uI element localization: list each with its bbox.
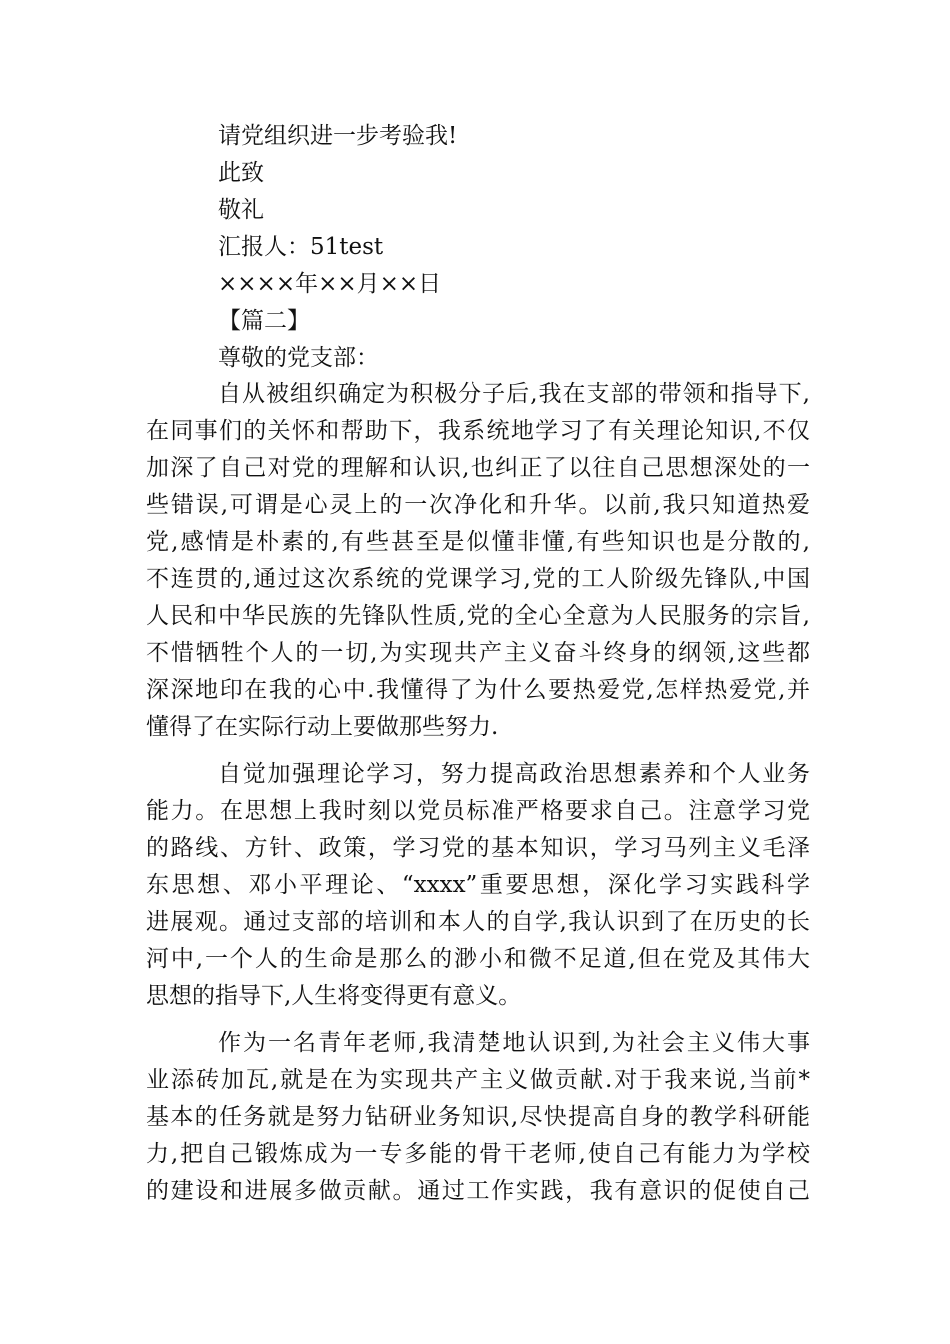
text-line: 思想的指导下,人生将变得更有意义。 bbox=[146, 983, 522, 1009]
paragraph-1 bbox=[146, 376, 810, 746]
text-line: 的路线、方针、政策，学习党的基本知识，学习马列主义毛泽 bbox=[146, 835, 810, 861]
text-line: 东思想、邓小平理论、“xxxx”重要思想，深化学习实践科学 bbox=[146, 872, 810, 898]
reporter-signature: 汇报人：51test bbox=[218, 234, 384, 260]
paragraph-2 bbox=[146, 756, 810, 1015]
text-line: 基本的任务就是努力钻研业务知识,尽快提高自身的教学科研能 bbox=[146, 1104, 810, 1130]
text-line: 力,把自己锻炼成为一专多能的骨干老师,使自己有能力为学校 bbox=[146, 1141, 810, 1167]
text-line: 在同事们的关怀和帮助下，我系统地学习了有关理论知识,不仅 bbox=[146, 418, 810, 444]
text-line: 党,感情是朴素的,有些甚至是似懂非懂,有些知识也是分散的, bbox=[146, 529, 810, 555]
text-line: 自觉加强理论学习，努力提高政治思想素养和个人业务 bbox=[218, 761, 810, 787]
text-line: 作为一名青年老师,我清楚地认识到,为社会主义伟大事 bbox=[218, 1030, 810, 1056]
letter-closing bbox=[218, 118, 838, 377]
closing-request: 请党组织进一步考验我! bbox=[218, 123, 458, 149]
text-line: 自从被组织确定为积极分子后,我在支部的带领和指导下, bbox=[218, 381, 810, 407]
text-line: 能力。在思想上我时刻以党员标准严格要求自己。注意学习党 bbox=[146, 798, 810, 824]
letter-greeting: 尊敬的党支部： bbox=[218, 345, 379, 371]
text-line: 加深了自己对党的理解和认识,也纠正了以往自己思想深处的一 bbox=[146, 455, 810, 481]
text-line: 些错误,可谓是心灵上的一次净化和升华。以前,我只知道热爱 bbox=[146, 492, 810, 518]
paragraph-3 bbox=[146, 1025, 810, 1210]
text-line: 不惜牺牲个人的一切,为实现共产主义奋斗终身的纲领,这些都 bbox=[146, 640, 810, 666]
text-line: 人民和中华民族的先锋队性质,党的全心全意为人民服务的宗旨, bbox=[146, 603, 810, 629]
text-line: 进展观。通过支部的培训和本人的自学,我认识到了在历史的长 bbox=[146, 909, 810, 935]
salutation-line-2: 敬礼 bbox=[218, 197, 264, 223]
text-line: 业添砖加瓦,就是在为实现共产主义做贡献.对于我来说,当前* bbox=[146, 1067, 810, 1093]
text-line: 不连贯的,通过这次系统的党课学习,党的工人阶级先锋队,中国 bbox=[146, 566, 810, 592]
letter-body bbox=[146, 376, 810, 1210]
text-line: 懂得了在实际行动上要做那些努力. bbox=[146, 714, 499, 740]
section-title: 【篇二】 bbox=[218, 308, 310, 334]
text-line: 河中,一个人的生命是那么的渺小和微不足道,但在党及其伟大 bbox=[146, 946, 810, 972]
report-date: ××××年××月××日 bbox=[218, 271, 442, 297]
text-line: 深深地印在我的心中.我懂得了为什么要热爱党,怎样热爱党,并 bbox=[146, 677, 810, 703]
text-line: 的建设和进展多做贡献。通过工作实践，我有意识的促使自己 bbox=[146, 1178, 810, 1204]
salutation-line-1: 此致 bbox=[218, 160, 264, 186]
